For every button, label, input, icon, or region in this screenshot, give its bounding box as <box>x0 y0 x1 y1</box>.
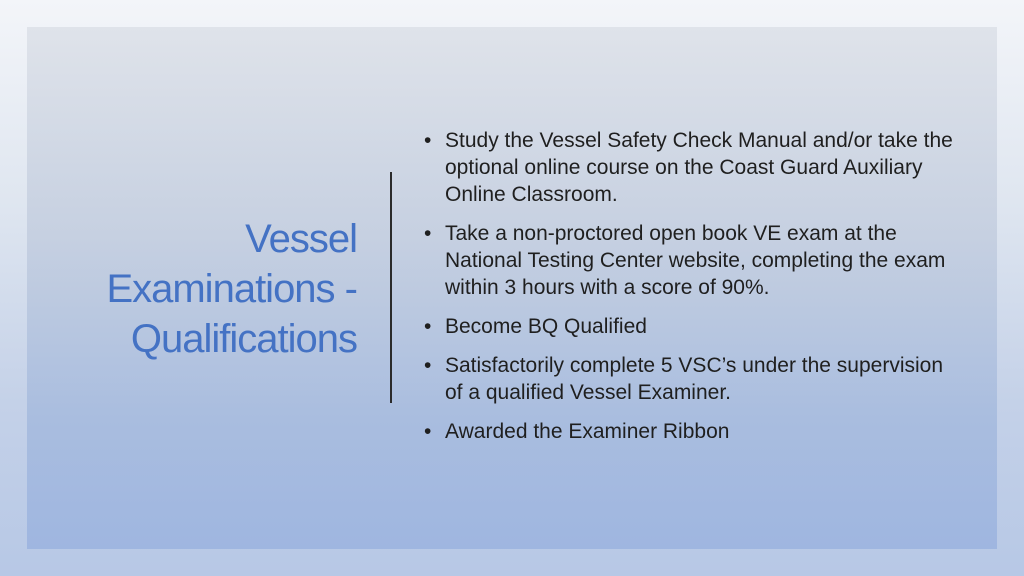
bullet-dot-icon: • <box>424 420 432 443</box>
bullet-dot-icon: • <box>424 222 432 245</box>
bullet-dot-icon: • <box>424 129 432 152</box>
bullet-list <box>424 127 964 457</box>
bullet-dot-icon: • <box>424 315 432 338</box>
bullet-text: Awarded the Examiner Ribbon <box>445 420 730 443</box>
bullet-item <box>424 313 964 340</box>
bullet-item <box>424 127 964 208</box>
title-line-3: Qualifications <box>130 317 357 361</box>
bullet-item <box>424 352 964 406</box>
title-line-1: Vessel <box>245 217 357 261</box>
bullet-item <box>424 220 964 301</box>
bullet-item <box>424 418 964 445</box>
title-line-2: Examinations - <box>106 267 357 311</box>
vertical-divider <box>390 172 392 403</box>
bullet-dot-icon: • <box>424 354 432 377</box>
bullet-text: Study the Vessel Safety Check Manual and/or take the optional online course on the Coast Guard Auxiliary Online Classroom. <box>445 129 953 206</box>
slide-title <box>57 214 357 364</box>
bullet-text: Satisfactorily complete 5 VSC’s under the supervision of a qualified Vessel Examiner. <box>445 354 944 404</box>
bullet-text: Take a non-proctored open book VE exam at the National Testing Center website, completing the exam within 3 hours with a score of 90%. <box>445 222 946 299</box>
bullet-text: Become BQ Qualified <box>445 315 647 338</box>
